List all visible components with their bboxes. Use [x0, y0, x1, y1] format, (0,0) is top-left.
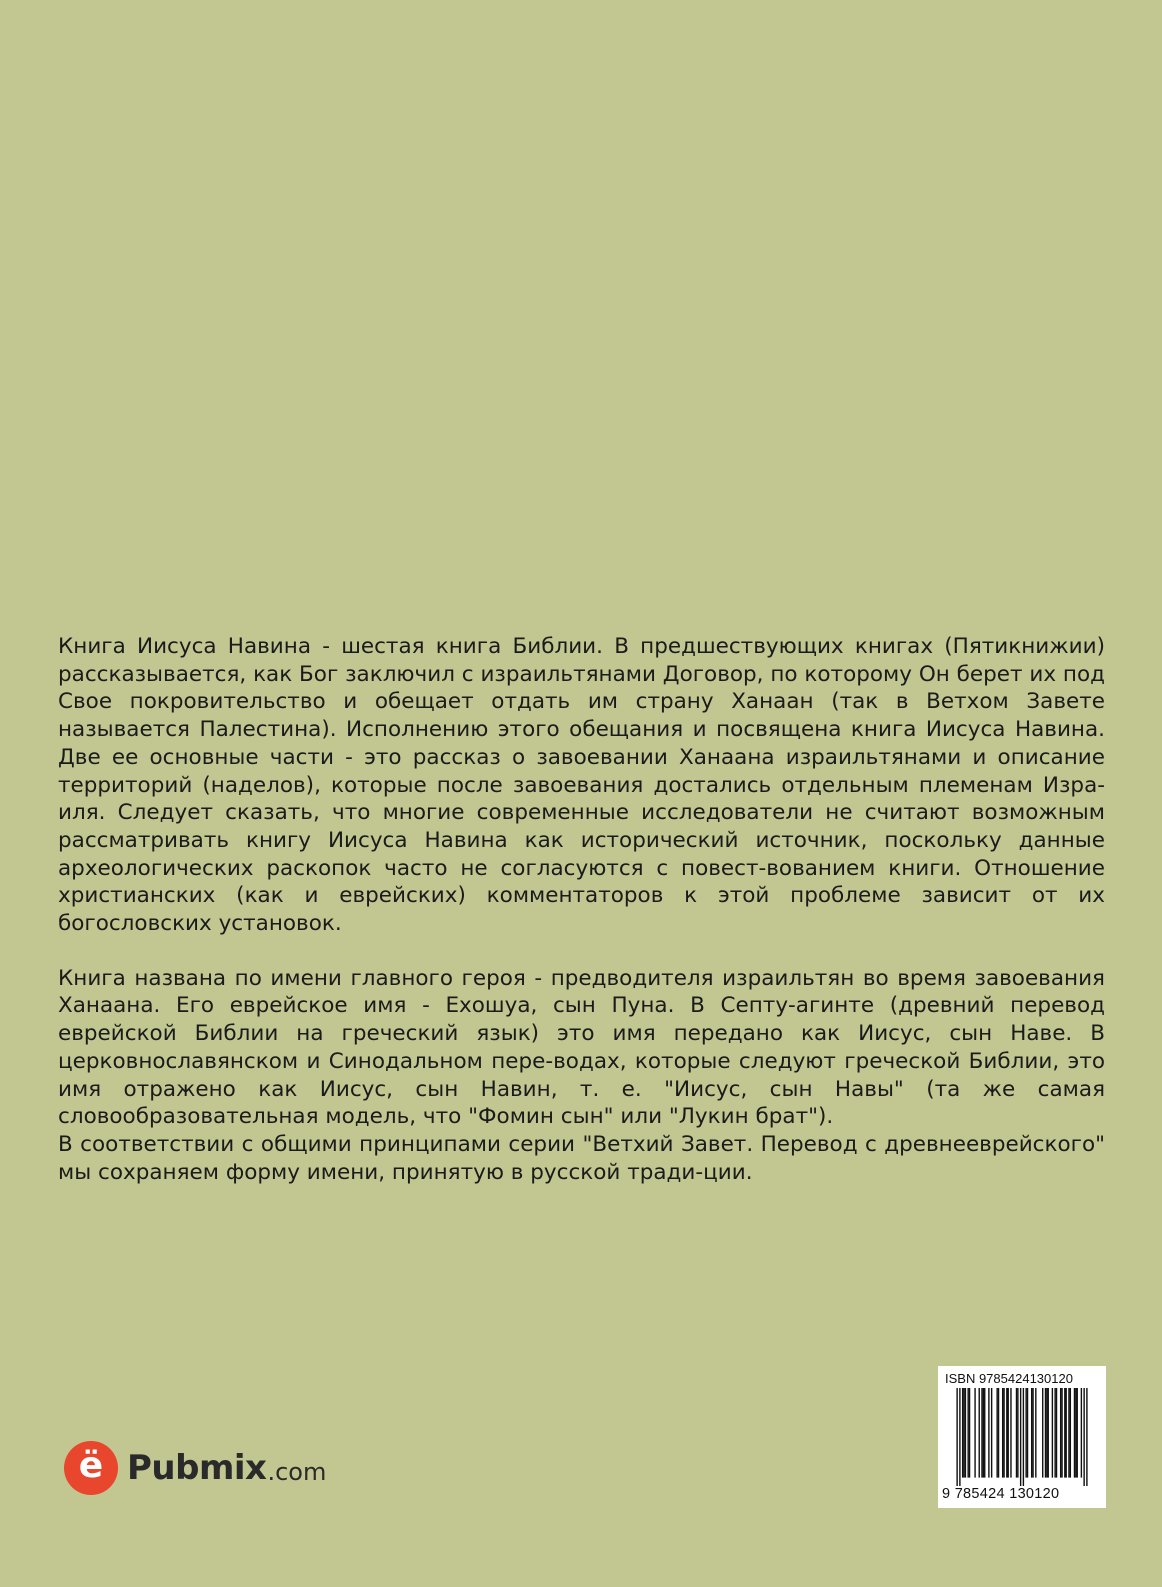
barcode-bar — [996, 1388, 997, 1478]
barcode-bar — [1008, 1388, 1009, 1478]
barcode-bar — [981, 1388, 982, 1478]
barcode-bar — [1054, 1388, 1055, 1478]
barcode-bar — [1006, 1388, 1007, 1478]
barcode-bar — [1020, 1388, 1021, 1486]
barcode-bar — [1045, 1388, 1046, 1478]
barcode-bar — [988, 1388, 989, 1478]
barcode-bar — [1048, 1388, 1049, 1478]
barcode-bar — [1042, 1388, 1043, 1478]
barcode-bar — [1068, 1388, 1069, 1478]
description-paragraph-1: Книга Иисуса Навина - шестая книга Библии. В предшествующих книгах (Пятикнижии) рассказывается, как Бог заключил с израильтянами Договор, по которому Он берет их под Свое покровительство и обещает отдать им страну Ханаан (так в Ветхом Завете называется Палестина). Исполнению этого обещания и посвящена книга Иисуса Навина. Две ее основные части - это рассказ о завоевании Ханаана израильтянами и описание территорий (наделов), которые после завоевания достались отдельным племенам Изра-иля. Следует сказать, что многие современные исследователи не считают возможным рассматривать книгу Иисуса Навина как исторический источник, поскольку данные археологических раскопок часто не согласуются с повест-вованием книги. Отношение христианских (как и еврейских) комментаторов к этой проблеме зависит от их богословских установок. — [58, 634, 1105, 937]
barcode-bar — [962, 1388, 963, 1478]
barcode-bar — [1065, 1388, 1066, 1478]
barcode-bar — [1056, 1388, 1057, 1478]
barcode-bar — [991, 1388, 992, 1478]
barcode-bar — [1070, 1388, 1071, 1478]
barcode-bar — [1077, 1388, 1078, 1478]
barcode-bar — [1064, 1388, 1065, 1478]
barcode-bar — [1017, 1388, 1018, 1478]
barcode-bar — [956, 1388, 957, 1486]
barcode-bar — [1061, 1388, 1062, 1478]
barcode-bar — [1027, 1388, 1028, 1478]
publisher-name: Pubmix — [127, 1448, 267, 1488]
barcode-bar — [967, 1388, 968, 1478]
back-cover-description — [58, 633, 1105, 1186]
barcode-bar — [1052, 1388, 1053, 1478]
publisher-domain: .com — [267, 1458, 327, 1486]
barcode-bars — [944, 1388, 1100, 1486]
barcode-digits: 9 785424 130120 — [942, 1486, 1060, 1502]
barcode-bar — [1003, 1388, 1004, 1478]
barcode-bar — [963, 1388, 964, 1478]
description-paragraph-3: В соответствии с общими принципами серии "Ветхий Завет. Перевод с древнееврейского" мы сохраняем форму имени, принятую в русской тради-ции. — [58, 1131, 1105, 1185]
barcode-bar — [974, 1388, 975, 1478]
description-paragraph-2: Книга названа по имени главного героя - предводителя израильтян во время завоевания Ханаана. Его еврейское имя - Ехошуа, сын Пуна. В Септу-агинте (древний перевод еврейской Библии на греческий язык) это имя передано как Иисус, сын Наве. В церковнославянском и Синодальном пере-водах, которые следуют греческой Библии, это имя отражено как Иисус, сын Навин, т. е. "Иисус, сын Навы" (та же самая словообразовательная модель, что "Фомин сын" или "Лукин брат"). — [58, 965, 1105, 1130]
barcode-bar — [1032, 1388, 1033, 1478]
barcode-bar — [1081, 1388, 1082, 1478]
barcode-bar — [1031, 1388, 1032, 1478]
barcode-bar — [1016, 1388, 1017, 1478]
barcode-bar — [1035, 1388, 1036, 1478]
barcode-bar — [1002, 1388, 1003, 1478]
barcode-bar — [1010, 1388, 1011, 1478]
barcode-bar — [1074, 1388, 1075, 1478]
barcode-bar — [979, 1388, 980, 1478]
barcode-bar — [1086, 1388, 1087, 1486]
barcode-bar — [969, 1388, 970, 1478]
barcode-bar — [1060, 1388, 1061, 1478]
barcode-bar — [984, 1388, 985, 1478]
barcode-bar — [1083, 1388, 1084, 1486]
publisher-logo-icon: ё — [64, 1441, 118, 1495]
barcode-bar — [983, 1388, 984, 1478]
isbn-barcode — [938, 1366, 1106, 1508]
barcode-bar — [1046, 1388, 1047, 1478]
publisher-logo — [64, 1441, 326, 1495]
isbn-label: ISBN 9785424130120 — [945, 1371, 1073, 1386]
barcode-bar — [1025, 1388, 1026, 1478]
barcode-bar — [1023, 1388, 1024, 1486]
barcode-bar — [1075, 1388, 1076, 1478]
barcode-bar — [959, 1388, 960, 1486]
barcode-bar — [965, 1388, 966, 1478]
barcode-bar — [998, 1388, 999, 1478]
